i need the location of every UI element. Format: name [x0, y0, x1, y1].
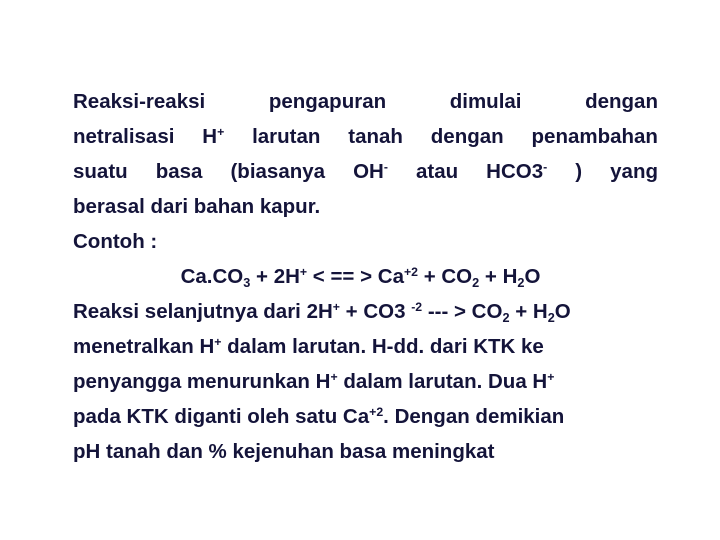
subscript: 2 — [502, 309, 510, 325]
word: suatu — [73, 160, 128, 183]
text-line-1 — [73, 84, 658, 119]
text-run: dalam larutan. H-dd. dari KTK ke — [221, 335, 544, 358]
text-line-11: pH tanah dan % kejenuhan basa meningkat — [73, 440, 495, 463]
superscript: - — [383, 160, 388, 175]
superscript: +2 — [403, 265, 418, 280]
text-run: < == > Ca — [307, 265, 404, 288]
text-body — [73, 84, 658, 469]
word: dimulai — [449, 90, 522, 113]
text-run: Ca.CO — [180, 265, 244, 288]
superscript: + — [299, 265, 308, 280]
subscript: 3 — [243, 274, 251, 290]
word: (biasanya — [230, 160, 326, 183]
text-line-10 — [73, 399, 658, 434]
text-line-3 — [73, 154, 658, 189]
superscript: + — [217, 125, 225, 140]
text-run: + H — [509, 300, 548, 323]
text-line-2 — [73, 119, 658, 154]
text-run: menetralkan H — [73, 335, 215, 358]
word: penambahan — [531, 125, 658, 148]
subscript: 2 — [547, 309, 555, 325]
reaction-equation — [73, 259, 658, 294]
text-line-4: berasal dari bahan kapur. — [73, 195, 321, 218]
word: atau — [415, 160, 459, 183]
word: basa — [155, 160, 203, 183]
text-run: --- > CO — [422, 300, 503, 323]
word — [353, 154, 388, 189]
superscript: + — [332, 300, 340, 315]
word: dengan — [430, 125, 504, 148]
superscript: - — [543, 160, 548, 175]
word: tanah — [348, 125, 403, 148]
superscript: -2 — [411, 300, 423, 315]
text-line-5: Contoh : — [73, 230, 158, 253]
subscript: 2 — [517, 274, 525, 290]
text-line-8 — [73, 329, 658, 364]
word: yang — [610, 160, 658, 183]
text-run: . Dengan demikian — [383, 405, 565, 428]
text-run: + H — [479, 265, 518, 288]
word: Reaksi-reaksi — [73, 90, 206, 113]
text-line-9 — [73, 364, 658, 399]
text-run: + 2H — [250, 265, 300, 288]
superscript: + — [330, 370, 338, 385]
text-run: Reaksi selanjutnya dari 2H — [73, 300, 333, 323]
word: larutan — [252, 125, 321, 148]
text-run: + CO — [418, 265, 473, 288]
text-run: OH — [353, 160, 384, 183]
text-run: dalam larutan. Dua H — [337, 370, 548, 393]
word: pengapuran — [268, 90, 387, 113]
text-run: penyangga menurunkan H — [73, 370, 331, 393]
superscript: +2 — [369, 405, 384, 420]
text-run: H — [202, 125, 218, 148]
word — [486, 154, 547, 189]
text-run: O — [524, 265, 541, 288]
superscript: + — [214, 335, 222, 350]
word — [202, 119, 224, 154]
word: netralisasi — [73, 125, 175, 148]
subscript: 2 — [472, 274, 480, 290]
text-run: + CO3 — [339, 300, 412, 323]
text-run: HCO3 — [486, 160, 544, 183]
text-run: O — [554, 300, 571, 323]
superscript: + — [547, 370, 555, 385]
word: ) — [575, 160, 583, 183]
word: dengan — [585, 90, 658, 113]
text-line-7 — [73, 294, 658, 329]
text-run: pada KTK diganti oleh satu Ca — [73, 405, 370, 428]
